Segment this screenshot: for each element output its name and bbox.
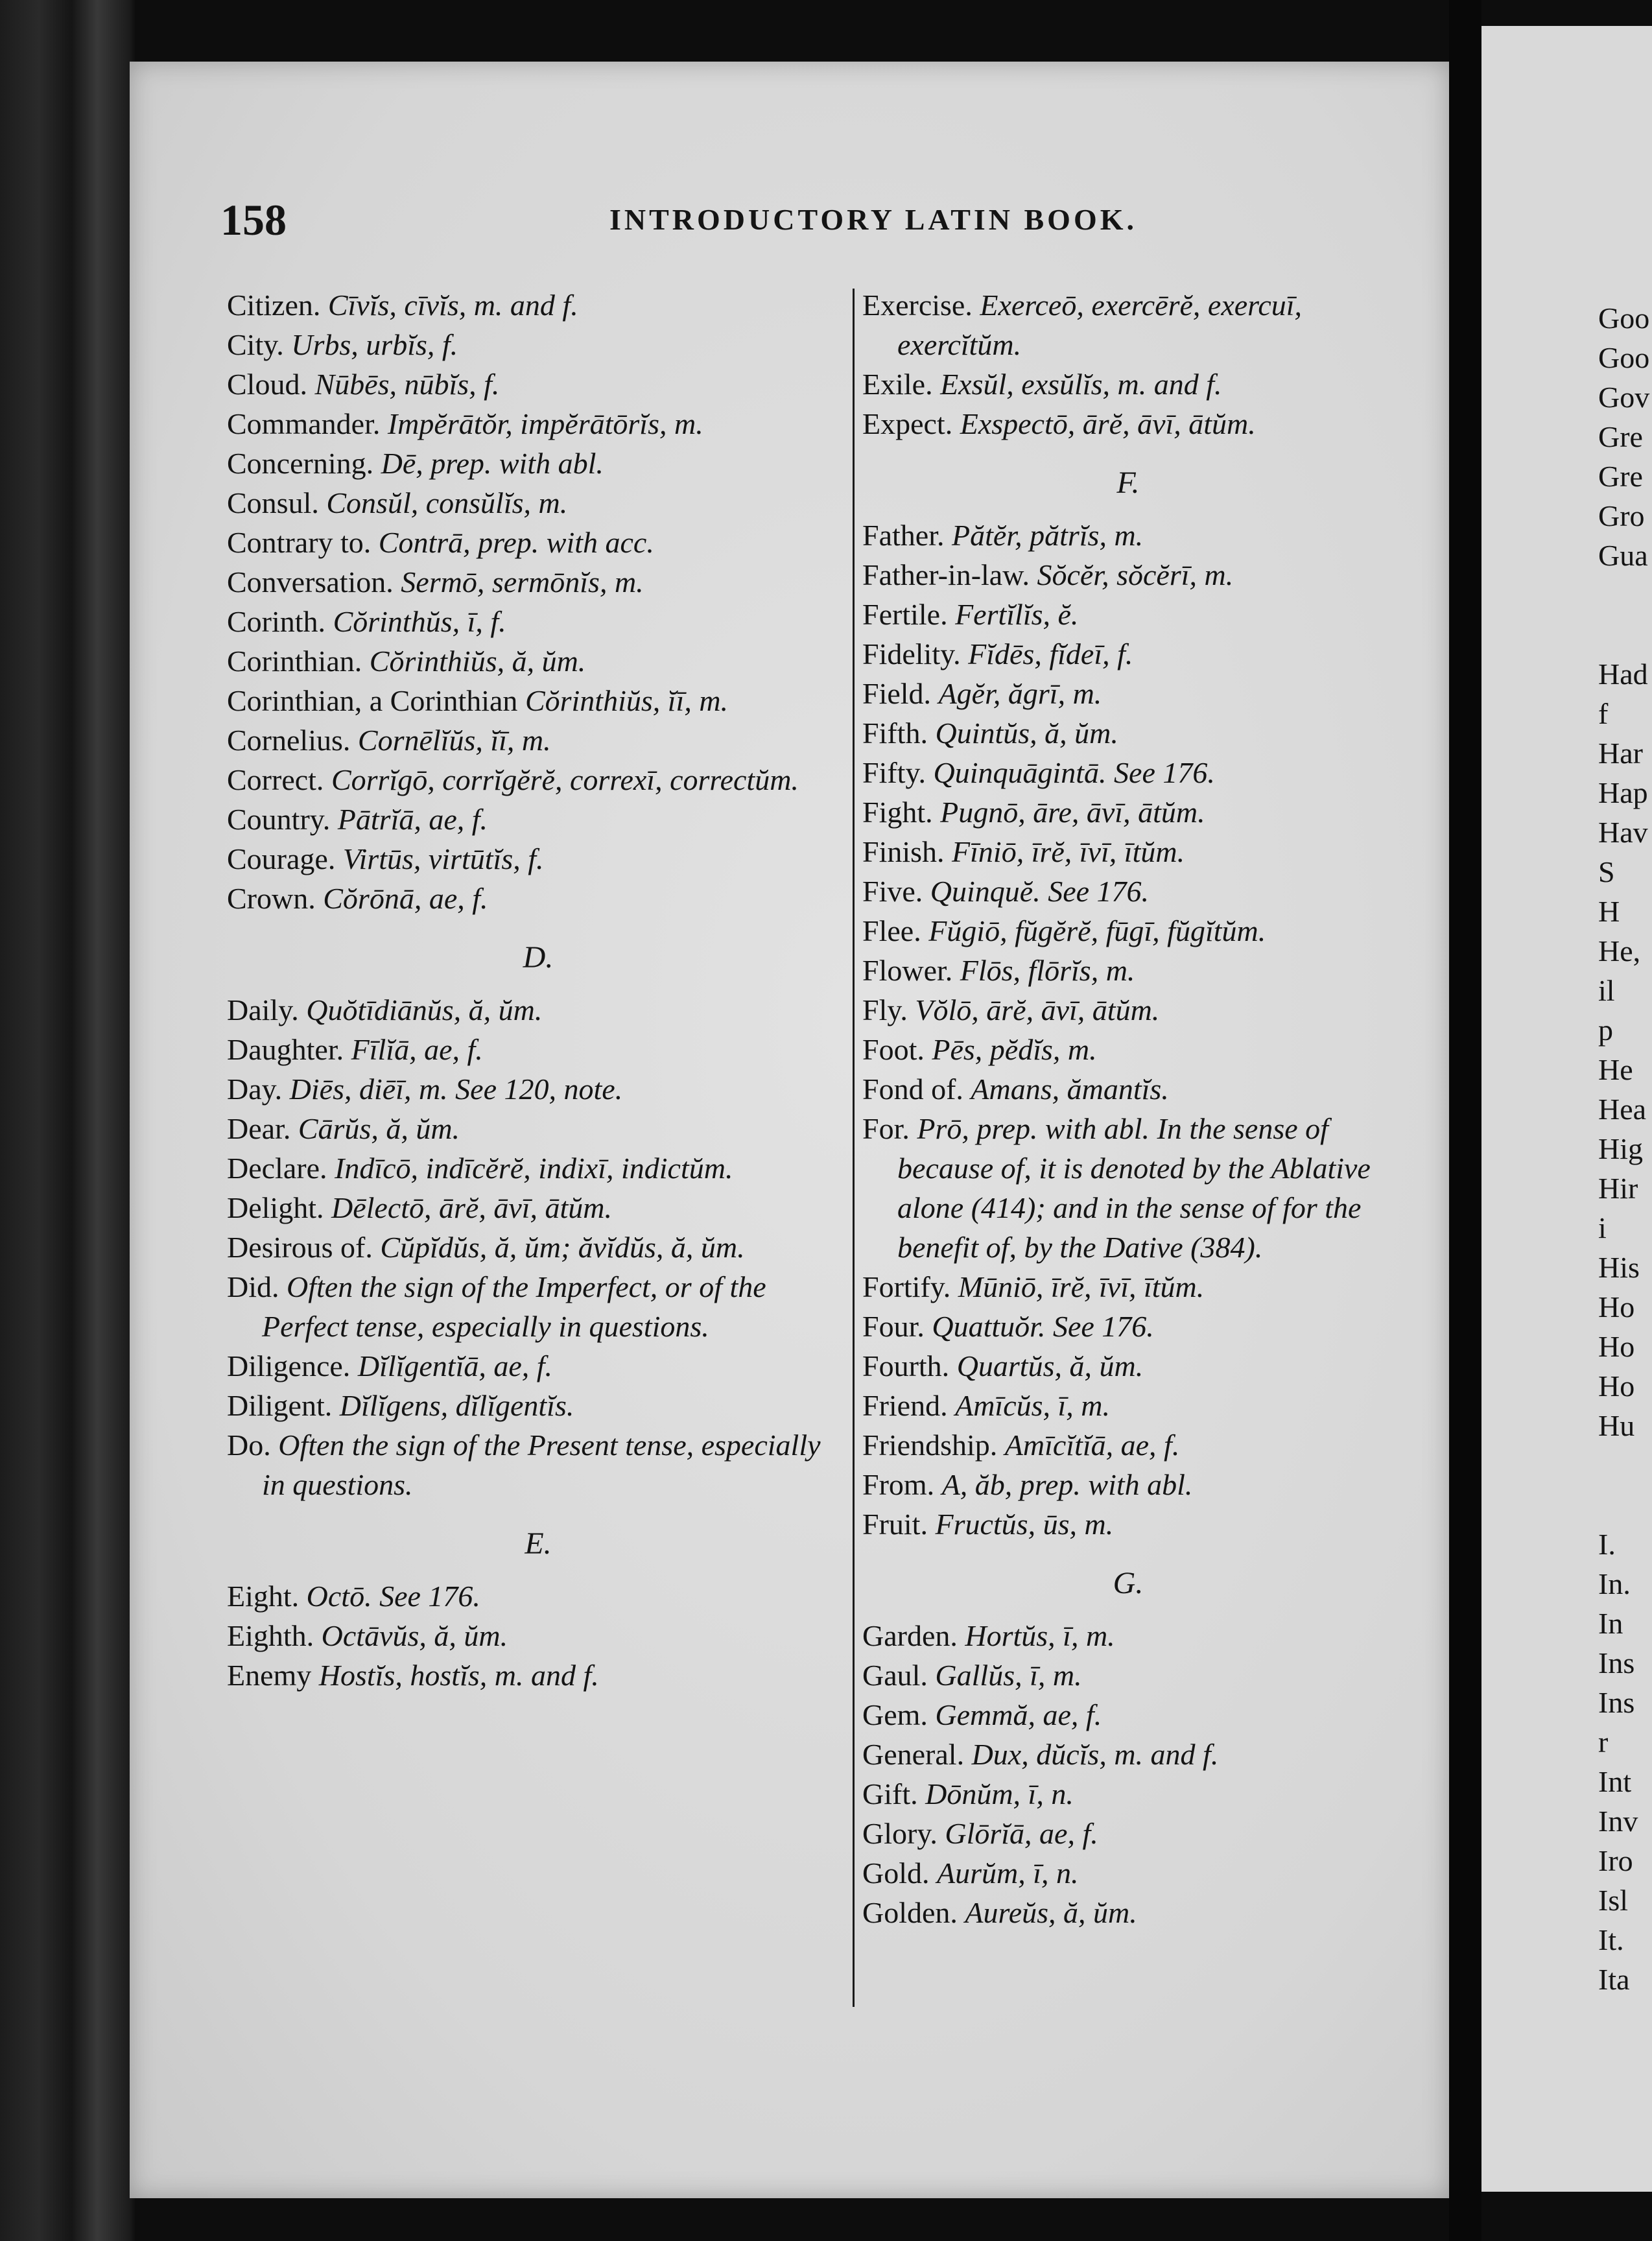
- headword: Gaul.: [862, 1659, 928, 1692]
- facing-page-fragment: Ita: [1598, 1963, 1630, 1996]
- headword: Contrary to.: [227, 526, 372, 559]
- headword: Fifty.: [862, 756, 926, 789]
- headword: Fifth.: [862, 717, 928, 750]
- dictionary-entry: [227, 523, 849, 562]
- latin-equivalent: Fīniō, īrĕ, īvī, ītŭm.: [952, 835, 1185, 868]
- facing-page-fragment: Int: [1598, 1765, 1632, 1798]
- latin-equivalent: Flōs, flōrĭs, m.: [960, 954, 1135, 987]
- latin-equivalent: Gemmă, ae, f.: [935, 1698, 1102, 1731]
- latin-equivalent: Exerceō, exercērĕ, exercuī, exercĭtŭm.: [897, 289, 1303, 361]
- facing-page-fragment: Goo: [1598, 302, 1650, 335]
- latin-equivalent: Hortŭs, ī, m.: [965, 1619, 1115, 1652]
- section-letter: E.: [525, 1526, 552, 1561]
- latin-equivalent: Dēlectō, ārĕ, āvī, ātŭm.: [331, 1191, 613, 1224]
- latin-equivalent: Cŏrinthiŭs, ĭī, m.: [525, 684, 729, 717]
- dictionary-entry: [862, 1465, 1394, 1504]
- latin-equivalent: Virtūs, virtūtĭs, f.: [342, 842, 544, 875]
- headword: Gift.: [862, 1777, 918, 1810]
- facing-page-fragment: He: [1598, 1053, 1633, 1086]
- headword: Correct.: [227, 763, 324, 796]
- headword: Corinthian.: [227, 645, 362, 678]
- dictionary-entry: [862, 872, 1394, 911]
- headword: Exile.: [862, 368, 933, 401]
- headword: Fly.: [862, 993, 908, 1026]
- headword: Declare.: [227, 1152, 327, 1185]
- facing-page-fragment: Hap: [1598, 776, 1648, 809]
- dictionary-entry: [862, 634, 1394, 674]
- headword: Commander.: [227, 407, 381, 440]
- page-header: [220, 195, 1561, 253]
- headword: Flower.: [862, 954, 953, 987]
- facing-page-fragment: Iro: [1598, 1844, 1633, 1877]
- headword: Cornelius.: [227, 724, 351, 757]
- headword: Field.: [862, 677, 932, 710]
- headword: Citizen.: [227, 289, 321, 322]
- headword: Do.: [227, 1429, 271, 1462]
- facing-page-fragment: In: [1598, 1607, 1623, 1640]
- dictionary-entry: [862, 516, 1394, 555]
- latin-equivalent: Pātrĭā, ae, f.: [337, 803, 488, 836]
- dictionary-entry: [862, 1386, 1394, 1425]
- headword: Fortify.: [862, 1270, 951, 1303]
- dictionary-entry: [862, 1814, 1394, 1853]
- facing-page-fragment: Gre: [1598, 460, 1643, 493]
- headword: Eighth.: [227, 1619, 314, 1652]
- latin-equivalent: Octō. See 176.: [306, 1580, 480, 1613]
- headword: City.: [227, 328, 284, 361]
- latin-equivalent: Cīvĭs, cīvĭs, m. and f.: [327, 289, 578, 322]
- latin-equivalent: Urbs, urbĭs, f.: [291, 328, 458, 361]
- dictionary-entry: [227, 602, 849, 641]
- facing-page-fragment: I.: [1598, 1528, 1616, 1561]
- latin-equivalent: Quintŭs, ă, ŭm.: [935, 717, 1118, 750]
- headword: Diligent.: [227, 1389, 333, 1422]
- dictionary-entry: [862, 285, 1394, 364]
- facing-page-fragment: S: [1598, 855, 1615, 888]
- latin-equivalent: Fīlĭā, ae, f.: [351, 1033, 483, 1066]
- facing-page-fragment: p: [1598, 1014, 1613, 1047]
- latin-equivalent: Hostĭs, hostĭs, m. and f.: [318, 1659, 599, 1692]
- headword: Delight.: [227, 1191, 324, 1224]
- dictionary-entry: [227, 325, 849, 364]
- dictionary-entry: [227, 1188, 849, 1227]
- headword: Country.: [227, 803, 331, 836]
- dictionary-entry: [227, 641, 849, 681]
- latin-equivalent: Quinquāgintā. See 176.: [933, 756, 1215, 789]
- dictionary-entry: [227, 839, 849, 879]
- headword: Courage.: [227, 842, 336, 875]
- headword: Conversation.: [227, 565, 394, 599]
- facing-page-edge: [1481, 26, 1652, 2192]
- facing-page-fragment: i: [1598, 1211, 1607, 1244]
- dictionary-entry: [862, 1735, 1394, 1774]
- dictionary-entry: [227, 1227, 849, 1267]
- dictionary-entry: [227, 681, 849, 720]
- facing-page-fragment: Goo: [1598, 341, 1650, 374]
- headword: Glory.: [862, 1817, 938, 1850]
- latin-equivalent: Aureŭs, ă, ŭm.: [965, 1896, 1137, 1929]
- dictionary-entry: [862, 1893, 1394, 1932]
- dictionary-entry: [862, 1616, 1394, 1655]
- headword: Dear.: [227, 1112, 291, 1145]
- facing-page-fragment: Gua: [1598, 539, 1648, 572]
- latin-equivalent: Pēs, pĕdĭs, m.: [932, 1033, 1097, 1066]
- latin-equivalent: Cārŭs, ă, ŭm.: [298, 1112, 460, 1145]
- latin-equivalent: Pătĕr, pătrĭs, m.: [951, 519, 1144, 552]
- dictionary-entry: [862, 1109, 1394, 1267]
- latin-equivalent: Gallŭs, ī, m.: [935, 1659, 1082, 1692]
- dictionary-entry: [227, 483, 849, 523]
- latin-equivalent: Corrĭgō, corrĭgĕrĕ, correxī, correctŭm.: [331, 763, 799, 796]
- facing-page-fragment: He,: [1598, 934, 1641, 967]
- headword: Corinth.: [227, 605, 326, 638]
- facing-page-fragment: f: [1598, 697, 1609, 730]
- headword: Corinthian, a Corinthian: [227, 684, 518, 717]
- latin-equivalent: Often the sign of the Imperfect, or of the Perfect tense, especially in questions.: [262, 1270, 766, 1343]
- headword: Fertile.: [862, 598, 948, 631]
- dictionary-entry: [227, 879, 849, 918]
- facing-page-fragment: Har: [1598, 737, 1643, 770]
- headword: Did.: [227, 1270, 279, 1303]
- latin-equivalent: A, ăb, prep. with abl.: [941, 1468, 1193, 1501]
- latin-equivalent: Impĕrātŏr, impĕrātōrĭs, m.: [387, 407, 703, 440]
- latin-equivalent: Aurŭm, ī, n.: [937, 1856, 1079, 1890]
- facing-page-fragment: Gro: [1598, 499, 1645, 532]
- latin-equivalent: Dux, dŭcĭs, m. and f.: [971, 1738, 1219, 1771]
- latin-equivalent: Fŭgiō, fŭgĕrĕ, fūgī, fŭgĭtŭm.: [928, 914, 1266, 947]
- facing-page-fragment: Ho: [1598, 1370, 1635, 1403]
- dictionary-entry: [862, 364, 1394, 404]
- headword: Fight.: [862, 796, 933, 829]
- dictionary-entry: [862, 832, 1394, 872]
- headword: From.: [862, 1468, 935, 1501]
- headword: Daily.: [227, 993, 299, 1026]
- latin-equivalent: Mūniō, īrĕ, īvī, ītŭm.: [958, 1270, 1205, 1303]
- column-divider: [853, 289, 855, 2007]
- headword: Desirous of.: [227, 1231, 373, 1264]
- headword: General.: [862, 1738, 965, 1771]
- section-letter: D.: [523, 940, 554, 975]
- right-column: [862, 285, 1394, 1932]
- headword: Fond of.: [862, 1073, 963, 1106]
- dictionary-entry: [862, 792, 1394, 832]
- latin-equivalent: Dĭlĭgens, dĭlĭgentĭs.: [339, 1389, 574, 1422]
- latin-equivalent: Cŭpĭdŭs, ă, ŭm; ăvĭdŭs, ă, ŭm.: [380, 1231, 745, 1264]
- latin-equivalent: Contrā, prep. with acc.: [378, 526, 654, 559]
- dictionary-entry: [227, 1109, 849, 1148]
- section-letter: F.: [1116, 466, 1140, 500]
- latin-equivalent: Often the sign of the Present tense, especially in questions.: [262, 1429, 821, 1501]
- dictionary-entry: [227, 404, 849, 444]
- dictionary-entry: [227, 444, 849, 483]
- dictionary-entry: [862, 555, 1394, 595]
- headword: Five.: [862, 875, 923, 908]
- dictionary-entry: [862, 1069, 1394, 1109]
- latin-equivalent: Octāvŭs, ă, ŭm.: [321, 1619, 508, 1652]
- facing-page-fragment: H: [1598, 895, 1620, 928]
- facing-page-fragment: Hir: [1598, 1172, 1638, 1205]
- dictionary-entry: [862, 1853, 1394, 1893]
- headword: Fruit.: [862, 1508, 928, 1541]
- headword: Fourth.: [862, 1349, 950, 1382]
- dictionary-entry: [862, 951, 1394, 990]
- left-column: [227, 285, 849, 1695]
- headword: Father-in-law.: [862, 558, 1030, 591]
- headword: Expect.: [862, 407, 953, 440]
- page-gutter: [1449, 0, 1481, 2241]
- latin-equivalent: Diēs, diēī, m. See 120, note.: [289, 1073, 623, 1106]
- headword: Father.: [862, 519, 945, 552]
- latin-equivalent: Quartŭs, ă, ŭm.: [956, 1349, 1144, 1382]
- dictionary-entry: [862, 990, 1394, 1030]
- facing-page-fragment: il: [1598, 974, 1615, 1007]
- facing-page-fragment: Gre: [1598, 420, 1643, 453]
- latin-equivalent: Fructŭs, ūs, m.: [935, 1508, 1114, 1541]
- dictionary-entry: [227, 1576, 849, 1616]
- page-number: 158: [220, 195, 287, 244]
- dictionary-entry: [862, 1774, 1394, 1814]
- book-spine: [0, 0, 136, 2241]
- dictionary-entry: [862, 1425, 1394, 1465]
- latin-equivalent: Cornēlĭŭs, ĭī, m.: [357, 724, 551, 757]
- dictionary-entry: [862, 1504, 1394, 1544]
- headword: Consul.: [227, 486, 319, 519]
- headword: Friend.: [862, 1389, 948, 1422]
- headword: Fidelity.: [862, 637, 961, 670]
- dictionary-entry: [862, 753, 1394, 792]
- dictionary-entry: [227, 1030, 849, 1069]
- facing-page-fragment: Hig: [1598, 1132, 1643, 1165]
- facing-page-fragment: In.: [1598, 1567, 1631, 1600]
- facing-page-fragment: Ho: [1598, 1330, 1635, 1363]
- headword: Friendship.: [862, 1429, 998, 1462]
- headword: Garden.: [862, 1619, 958, 1652]
- dictionary-entry: [862, 1307, 1394, 1346]
- dictionary-entry: [227, 1267, 849, 1346]
- dictionary-entry: [862, 1267, 1394, 1307]
- latin-equivalent: Prō, prep. with abl. In the sense of because of, it is denoted by the Ablative alone (414); and in the sense of for the benefit of, by the Dative (384).: [897, 1112, 1371, 1264]
- dictionary-entry: [862, 1695, 1394, 1735]
- latin-equivalent: Fertĭlĭs, ĕ.: [955, 598, 1079, 631]
- dictionary-entry: [227, 1616, 849, 1655]
- latin-equivalent: Amīcŭs, ī, m.: [955, 1389, 1111, 1422]
- latin-equivalent: Quŏtīdiānŭs, ă, ŭm.: [306, 993, 543, 1026]
- section-letter: G.: [1113, 1566, 1144, 1600]
- latin-equivalent: Cŏrinthiŭs, ă, ŭm.: [369, 645, 586, 678]
- headword: For.: [862, 1112, 910, 1145]
- facing-page-fragment: Hu: [1598, 1409, 1635, 1442]
- headword: Finish.: [862, 835, 945, 868]
- dictionary-entry: [862, 1030, 1394, 1069]
- latin-equivalent: Indīcō, indīcĕrĕ, indixī, indictŭm.: [335, 1152, 733, 1185]
- dictionary-entry: [227, 800, 849, 839]
- latin-equivalent: Sermō, sermōnĭs, m.: [401, 565, 644, 599]
- dictionary-entry: [227, 562, 849, 602]
- dictionary-entry: [862, 1655, 1394, 1695]
- headword: Enemy: [227, 1659, 312, 1692]
- dictionary-entry: [227, 760, 849, 800]
- dictionary-entry: [227, 1655, 849, 1695]
- dictionary-entry: [862, 1346, 1394, 1386]
- dictionary-entry: [862, 404, 1394, 444]
- latin-equivalent: Cŏrinthŭs, ī, f.: [333, 605, 506, 638]
- latin-equivalent: Quinquĕ. See 176.: [930, 875, 1150, 908]
- facing-page-fragment: Ins: [1598, 1646, 1635, 1679]
- headword: Gem.: [862, 1698, 928, 1731]
- dictionary-entry: [227, 364, 849, 404]
- headword: Cloud.: [227, 368, 307, 401]
- headword: Concerning.: [227, 447, 374, 480]
- facing-page-fragment: His: [1598, 1251, 1640, 1284]
- headword: Eight.: [227, 1580, 300, 1613]
- latin-equivalent: Vŏlō, ārĕ, āvī, ātŭm.: [915, 993, 1160, 1026]
- headword: Gold.: [862, 1856, 930, 1890]
- dictionary-entry: [227, 285, 849, 325]
- headword: Foot.: [862, 1033, 925, 1066]
- latin-equivalent: Glōrĭā, ae, f.: [945, 1817, 1098, 1850]
- latin-equivalent: Pugnō, āre, āvī, ātŭm.: [940, 796, 1205, 829]
- latin-equivalent: Exspectō, ārĕ, āvī, ātŭm.: [960, 407, 1256, 440]
- headword: Golden.: [862, 1896, 958, 1929]
- facing-page-fragment: r: [1598, 1725, 1609, 1759]
- dictionary-entry: [862, 713, 1394, 753]
- facing-page-fragment: Had: [1598, 658, 1648, 691]
- dictionary-entry: [862, 674, 1394, 713]
- facing-page-fragment: Gov: [1598, 381, 1650, 414]
- facing-page-fragment: Hav: [1598, 816, 1648, 849]
- facing-page-fragment: It.: [1598, 1923, 1624, 1956]
- latin-equivalent: Nūbēs, nūbĭs, f.: [314, 368, 500, 401]
- latin-equivalent: Dē, prep. with abl.: [381, 447, 604, 480]
- facing-page-fragment: Hea: [1598, 1093, 1647, 1126]
- latin-equivalent: Fĭdēs, fĭdeī, f.: [968, 637, 1133, 670]
- dictionary-entry: [227, 1148, 849, 1188]
- dictionary-entry: [862, 595, 1394, 634]
- latin-equivalent: Consŭl, consŭlĭs, m.: [326, 486, 568, 519]
- latin-equivalent: Dōnŭm, ī, n.: [925, 1777, 1074, 1810]
- latin-equivalent: Exsŭl, exsŭlĭs, m. and f.: [940, 368, 1222, 401]
- dictionary-entry: [227, 720, 849, 760]
- latin-equivalent: Amans, ămantĭs.: [971, 1073, 1169, 1106]
- running-title: INTRODUCTORY LATIN BOOK.: [609, 203, 1138, 236]
- headword: Diligence.: [227, 1349, 351, 1382]
- facing-page-fragment: Inv: [1598, 1805, 1638, 1838]
- headword: Exercise.: [862, 289, 973, 322]
- latin-equivalent: Amīcĭtĭā, ae, f.: [1004, 1429, 1180, 1462]
- latin-equivalent: Agĕr, ăgrī, m.: [938, 677, 1102, 710]
- dictionary-entry: [862, 911, 1394, 951]
- latin-equivalent: Sŏcĕr, sŏcĕrī, m.: [1037, 558, 1234, 591]
- headword: Four.: [862, 1310, 925, 1343]
- headword: Daughter.: [227, 1033, 344, 1066]
- headword: Flee.: [862, 914, 921, 947]
- latin-equivalent: Cŏrōnā, ae, f.: [323, 882, 488, 915]
- dictionary-entry: [227, 1346, 849, 1386]
- latin-equivalent: Dĭlĭgentĭā, ae, f.: [357, 1349, 553, 1382]
- facing-page-fragment: Isl: [1598, 1884, 1628, 1917]
- facing-page-fragment: Ho: [1598, 1290, 1635, 1323]
- headword: Day.: [227, 1073, 283, 1106]
- dictionary-entry: [227, 1425, 849, 1504]
- latin-equivalent: Quattuŏr. See 176.: [932, 1310, 1154, 1343]
- dictionary-entry: [227, 1069, 849, 1109]
- facing-page-fragment: Ins: [1598, 1686, 1635, 1719]
- dictionary-entry: [227, 1386, 849, 1425]
- dictionary-entry: [227, 990, 849, 1030]
- headword: Crown.: [227, 882, 316, 915]
